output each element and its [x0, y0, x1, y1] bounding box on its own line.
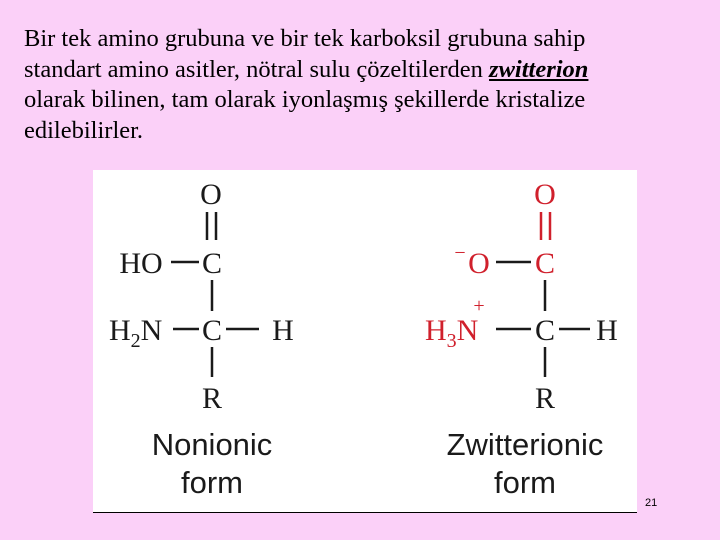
- zwitterionic-ammonium-group: [425, 314, 478, 352]
- zwitterionic-minus-sign: −: [454, 242, 466, 264]
- nonionic-amino-h: H: [109, 314, 131, 347]
- nonionic-carbonyl-carbon: C: [201, 247, 223, 280]
- amino-acid-figure: [93, 170, 637, 513]
- intro-paragraph: [24, 24, 694, 146]
- intro-line-2: [24, 55, 694, 86]
- zwitterionic-r-group: R: [534, 382, 556, 415]
- nonionic-amino-n: N: [140, 314, 163, 347]
- page-number: 21: [645, 497, 658, 509]
- nonionic-top-oxygen: O: [200, 178, 222, 211]
- zwitterionic-ammonium-h: H: [425, 314, 447, 347]
- zwitterionic-ammonium-n: N: [456, 314, 479, 347]
- zwitterionic-carboxylate-oxygen: O: [468, 247, 490, 280]
- zwitterionic-plus-sign: +: [473, 295, 485, 317]
- structure-diagram: [93, 170, 637, 512]
- zwitterionic-alpha-h: H: [596, 314, 618, 347]
- nonionic-alpha-h: H: [272, 314, 294, 347]
- zwitterionic-ammonium-subscript: 3: [446, 330, 457, 352]
- nonionic-amino-group: [109, 314, 162, 352]
- zwitterionic-structure: [425, 178, 618, 500]
- nonionic-caption-line-1: Nonionic: [151, 427, 273, 462]
- intro-line-2-text: standart amino asitler, nötral sulu çözeltilerden: [24, 55, 490, 83]
- intro-line-4: edilebilirler.: [24, 116, 144, 144]
- nonionic-r-group: R: [201, 382, 223, 415]
- zwitterionic-alpha-carbon: C: [534, 314, 556, 347]
- intro-line-1: Bir tek amino grubuna ve bir tek karboksil grubuna sahip: [24, 25, 586, 52]
- zwitterionic-caption-line-2: form: [494, 465, 556, 500]
- nonionic-hydroxyl: HO: [119, 247, 163, 280]
- zwitterionic-carbonyl-carbon: C: [534, 247, 556, 280]
- zwitterionic-caption-line-1: Zwitterionic: [446, 427, 604, 462]
- nonionic-caption-line-2: form: [181, 465, 243, 500]
- zwitterionic-top-oxygen: O: [534, 178, 556, 211]
- intro-line-3: olarak bilinen, tam olarak iyonlaşmış şekillerde kristalize: [24, 86, 586, 113]
- nonionic-structure: [109, 178, 294, 500]
- zwitterion-term: zwitterion: [489, 55, 589, 83]
- nonionic-alpha-carbon: C: [201, 314, 223, 347]
- nonionic-amino-subscript: 2: [130, 330, 141, 352]
